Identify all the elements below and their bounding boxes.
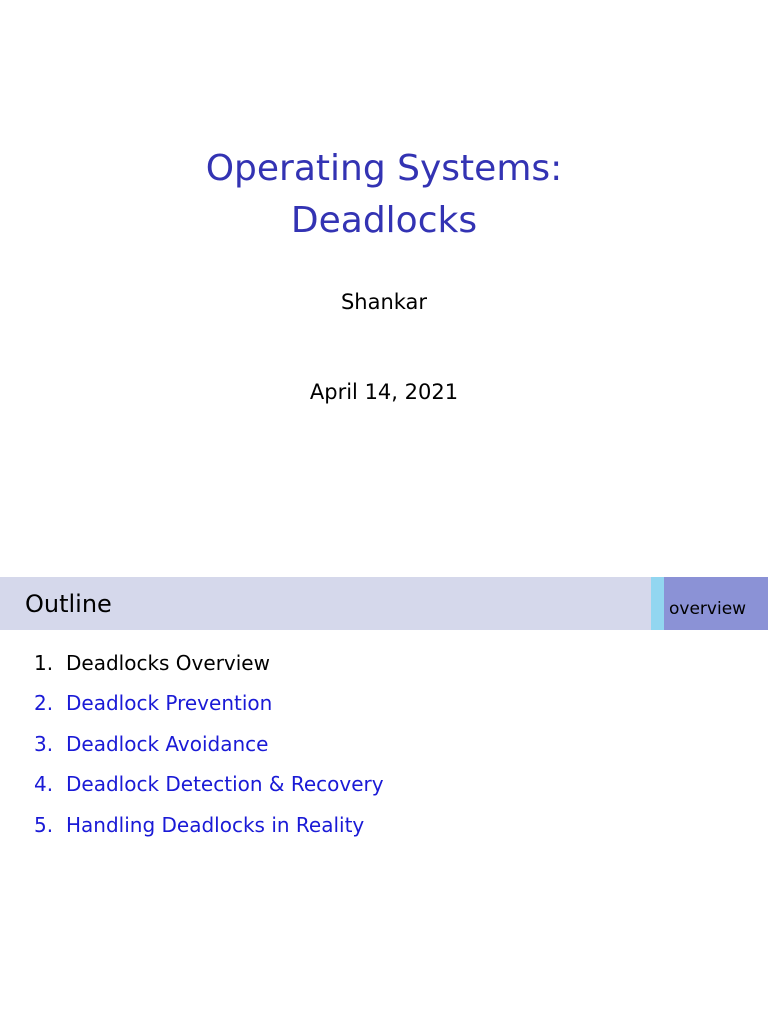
section-tag-strip [651, 577, 664, 630]
presentation-date: April 14, 2021 [309, 380, 459, 404]
outline-item-current [34, 648, 384, 688]
outline-item-label[interactable]: Deadlock Prevention [66, 691, 273, 716]
section-tag-label: overview [669, 599, 747, 619]
slide-title-line-2: Deadlocks [290, 200, 478, 241]
outline-item-number: 2. [34, 691, 54, 716]
outline-heading: Outline [25, 590, 112, 618]
outline-item-link[interactable] [34, 810, 384, 850]
outline-item-number: 1. [34, 651, 54, 675]
outline-item-number: 3. [34, 731, 54, 756]
author-name: Shankar [340, 290, 428, 314]
outline-item-link[interactable] [34, 729, 384, 769]
outline-item-label[interactable]: Deadlock Avoidance [66, 731, 269, 756]
outline-item-link[interactable] [34, 769, 384, 809]
slide-title-line-1: Operating Systems: [205, 148, 563, 189]
outline-item-label[interactable]: Deadlock Detection & Recovery [66, 772, 384, 797]
outline-item-link[interactable] [34, 688, 384, 728]
outline-item-number: 4. [34, 772, 54, 797]
outline-list [34, 648, 384, 850]
outline-item-label[interactable]: Handling Deadlocks in Reality [66, 812, 365, 837]
outline-item-label: Deadlocks Overview [66, 651, 270, 675]
outline-item-number: 5. [34, 812, 54, 837]
